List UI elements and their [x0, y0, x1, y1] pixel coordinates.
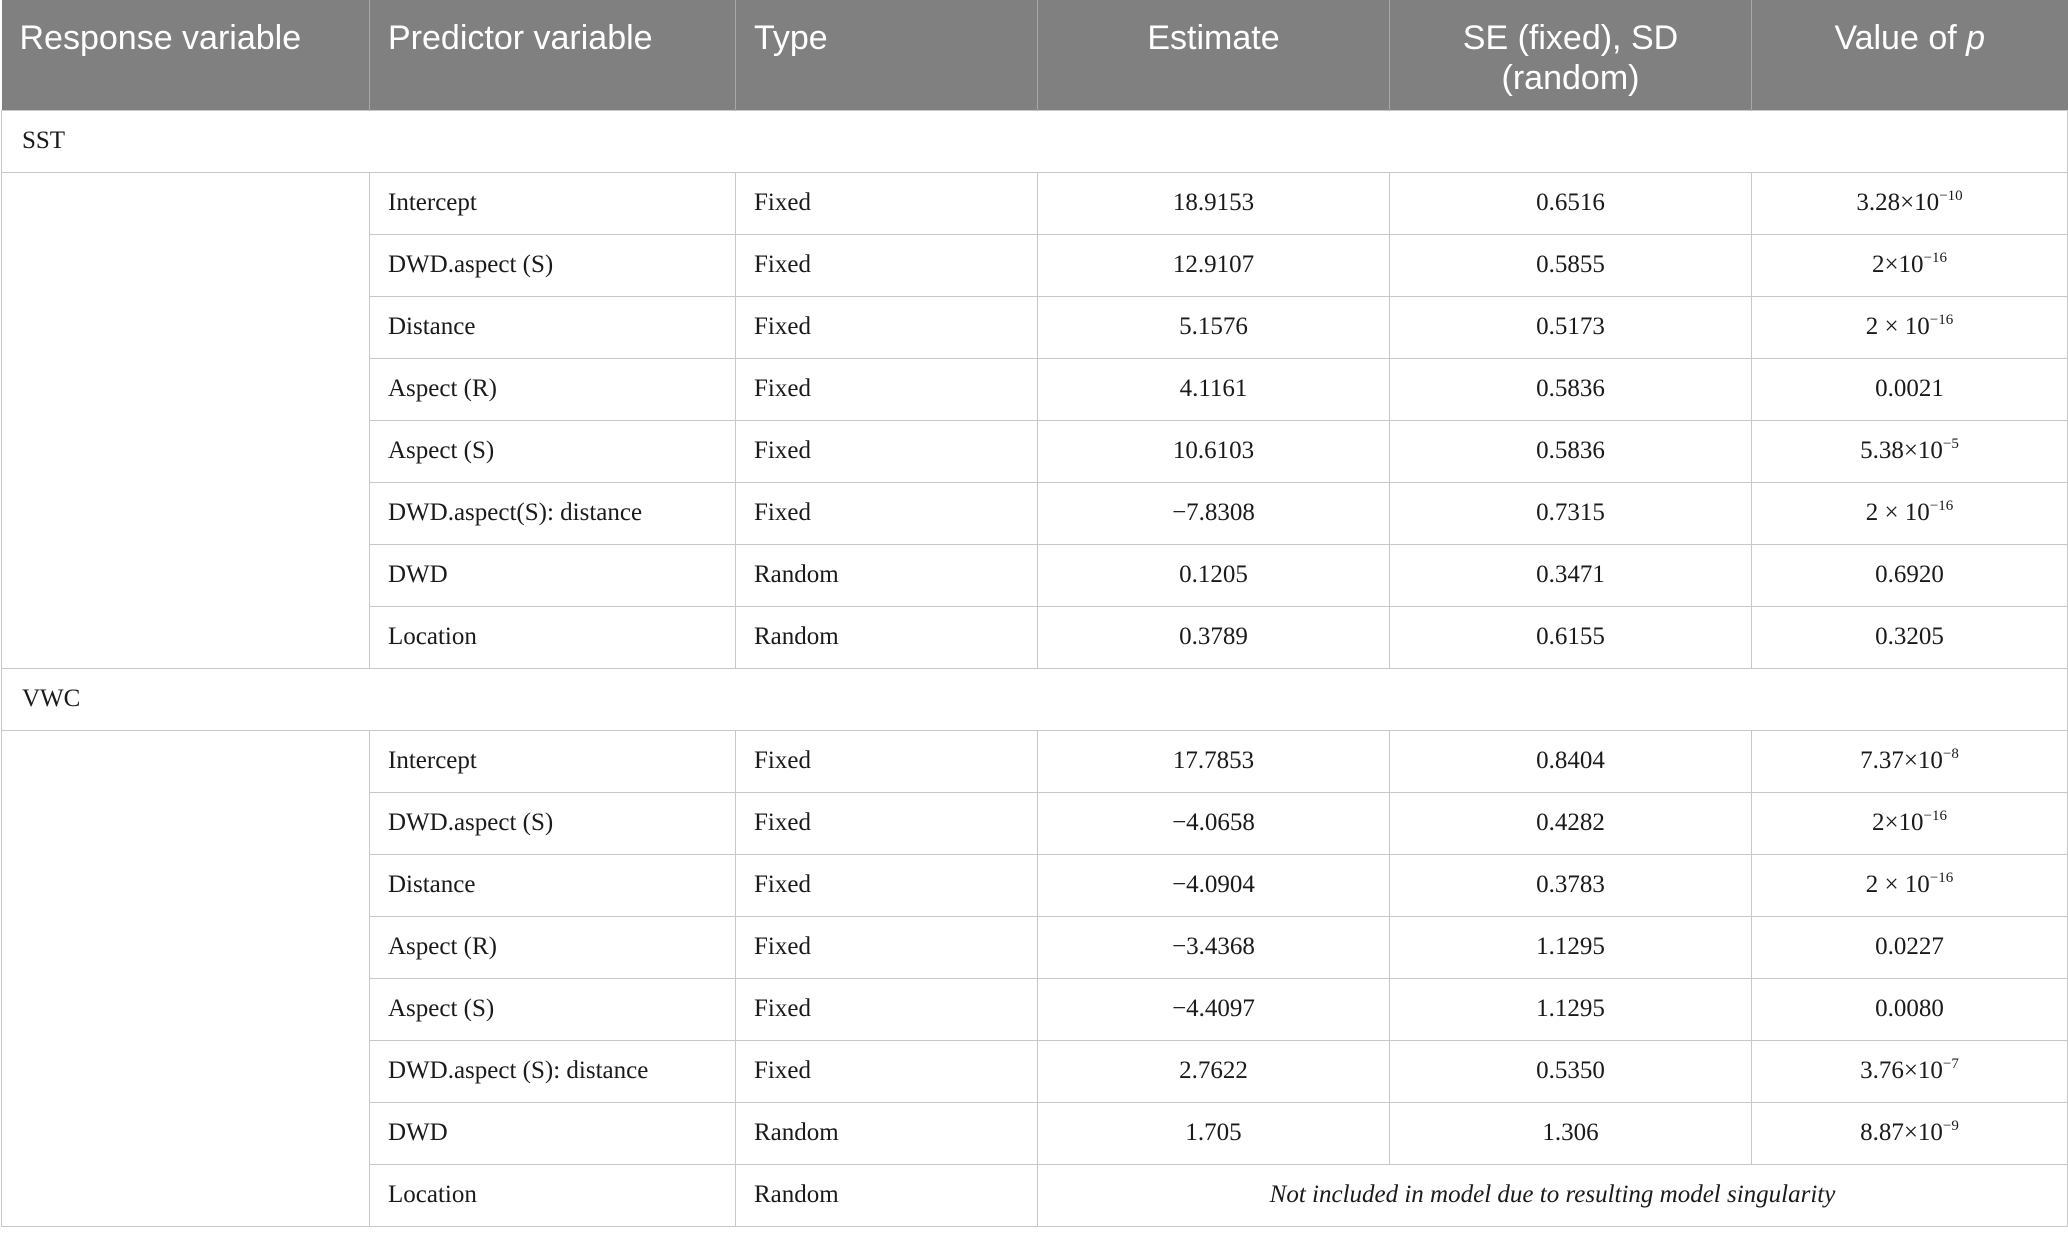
- header-estimate: Estimate: [1038, 0, 1390, 110]
- pvalue-cell: [1752, 172, 2068, 234]
- pvalue-base: 2 × 10: [1865, 313, 1930, 340]
- pvalue-cell: [1752, 234, 2068, 296]
- se-cell: 0.8404: [1390, 730, 1752, 792]
- predictor-cell: Location: [370, 1164, 736, 1226]
- se-cell: 0.7315: [1390, 482, 1752, 544]
- pvalue-base: 3.76×10: [1860, 1057, 1943, 1084]
- pvalue-base: 8.87×10: [1860, 1119, 1943, 1146]
- type-cell: Random: [736, 1164, 1038, 1226]
- pvalue-base: 0.0080: [1875, 995, 1944, 1022]
- header-pvalue-var: p: [1966, 19, 1986, 57]
- pvalue-base: 0.0227: [1875, 933, 1944, 960]
- se-cell: 0.6516: [1390, 172, 1752, 234]
- se-cell: 0.3783: [1390, 854, 1752, 916]
- se-cell: 0.5855: [1390, 234, 1752, 296]
- type-cell: Fixed: [736, 296, 1038, 358]
- type-cell: Fixed: [736, 854, 1038, 916]
- estimate-cell: −4.4097: [1038, 978, 1390, 1040]
- header-pvalue: [1752, 0, 2068, 110]
- header-row: [2, 0, 2068, 110]
- type-cell: Fixed: [736, 730, 1038, 792]
- se-cell: 0.5836: [1390, 420, 1752, 482]
- estimate-cell: 1.705: [1038, 1102, 1390, 1164]
- pvalue-exponent: −8: [1942, 746, 1959, 762]
- header-pvalue-prefix: Value of: [1834, 19, 1967, 57]
- predictor-cell: DWD.aspect (S): [370, 234, 736, 296]
- estimate-cell: 0.1205: [1038, 544, 1390, 606]
- response-cell-blank: [2, 172, 370, 668]
- predictor-cell: Intercept: [370, 172, 736, 234]
- pvalue-base: 3.28×10: [1856, 189, 1940, 216]
- pvalue-cell: [1752, 792, 2068, 854]
- predictor-cell: Intercept: [370, 730, 736, 792]
- type-cell: Fixed: [736, 978, 1038, 1040]
- model-note: Not included in model due to resulting model singularity: [1038, 1164, 2068, 1226]
- group-row: [2, 668, 2068, 730]
- predictor-cell: DWD.aspect(S): distance: [370, 482, 736, 544]
- estimate-cell: 4.1161: [1038, 358, 1390, 420]
- predictor-cell: DWD: [370, 1102, 736, 1164]
- pvalue-cell: [1752, 1102, 2068, 1164]
- type-cell: Fixed: [736, 916, 1038, 978]
- pvalue-exponent: −9: [1942, 1118, 1959, 1134]
- pvalue-exponent: −10: [1939, 188, 1963, 204]
- predictor-cell: Aspect (R): [370, 358, 736, 420]
- predictor-cell: Distance: [370, 296, 736, 358]
- se-cell: 0.5173: [1390, 296, 1752, 358]
- pvalue-base: 5.38×10: [1860, 437, 1943, 464]
- pvalue-exponent: −16: [1923, 250, 1948, 266]
- pvalue-cell: [1752, 358, 2068, 420]
- pvalue-exponent: −16: [1929, 498, 1954, 514]
- type-cell: Fixed: [736, 234, 1038, 296]
- predictor-cell: DWD.aspect (S): distance: [370, 1040, 736, 1102]
- type-cell: Random: [736, 544, 1038, 606]
- se-cell: 1.1295: [1390, 978, 1752, 1040]
- group-label: VWC: [2, 668, 2068, 730]
- header-response: Response variable: [2, 0, 370, 110]
- group-row: [2, 110, 2068, 172]
- se-cell: 1.306: [1390, 1102, 1752, 1164]
- se-cell: 0.4282: [1390, 792, 1752, 854]
- predictor-cell: Aspect (R): [370, 916, 736, 978]
- estimate-cell: 0.3789: [1038, 606, 1390, 668]
- pvalue-cell: [1752, 916, 2068, 978]
- table-row: [2, 172, 2068, 234]
- se-cell: 0.3471: [1390, 544, 1752, 606]
- pvalue-exponent: −7: [1942, 1056, 1959, 1072]
- pvalue-base: 2 × 10: [1865, 499, 1930, 526]
- results-table: [1, 0, 2068, 1227]
- predictor-cell: Location: [370, 606, 736, 668]
- predictor-cell: Aspect (S): [370, 420, 736, 482]
- estimate-cell: −3.4368: [1038, 916, 1390, 978]
- type-cell: Random: [736, 606, 1038, 668]
- se-cell: 0.6155: [1390, 606, 1752, 668]
- predictor-cell: Distance: [370, 854, 736, 916]
- predictor-cell: DWD: [370, 544, 736, 606]
- estimate-cell: 5.1576: [1038, 296, 1390, 358]
- pvalue-cell: [1752, 730, 2068, 792]
- estimate-cell: −4.0658: [1038, 792, 1390, 854]
- pvalue-cell: [1752, 544, 2068, 606]
- pvalue-exponent: −5: [1942, 436, 1959, 452]
- type-cell: Fixed: [736, 482, 1038, 544]
- se-cell: 0.5836: [1390, 358, 1752, 420]
- group-label: SST: [2, 110, 2068, 172]
- estimate-cell: 10.6103: [1038, 420, 1390, 482]
- estimate-cell: −7.8308: [1038, 482, 1390, 544]
- pvalue-cell: [1752, 978, 2068, 1040]
- type-cell: Fixed: [736, 172, 1038, 234]
- type-cell: Fixed: [736, 792, 1038, 854]
- pvalue-base: 0.3205: [1875, 623, 1944, 650]
- estimate-cell: 17.7853: [1038, 730, 1390, 792]
- type-cell: Fixed: [736, 420, 1038, 482]
- pvalue-exponent: −16: [1929, 870, 1954, 886]
- header-type: Type: [736, 0, 1038, 110]
- estimate-cell: 2.7622: [1038, 1040, 1390, 1102]
- pvalue-base: 2×10: [1871, 251, 1924, 278]
- estimate-cell: 12.9107: [1038, 234, 1390, 296]
- response-cell-blank: [2, 730, 370, 1226]
- pvalue-base: 7.37×10: [1860, 747, 1943, 774]
- type-cell: Fixed: [736, 358, 1038, 420]
- pvalue-base: 2×10: [1871, 809, 1924, 836]
- pvalue-cell: [1752, 420, 2068, 482]
- pvalue-cell: [1752, 854, 2068, 916]
- predictor-cell: Aspect (S): [370, 978, 736, 1040]
- pvalue-exponent: −16: [1929, 312, 1954, 328]
- estimate-cell: 18.9153: [1038, 172, 1390, 234]
- predictor-cell: DWD.aspect (S): [370, 792, 736, 854]
- table-row: [2, 730, 2068, 792]
- type-cell: Random: [736, 1102, 1038, 1164]
- pvalue-cell: [1752, 296, 2068, 358]
- pvalue-exponent: −16: [1923, 808, 1948, 824]
- type-cell: Fixed: [736, 1040, 1038, 1102]
- se-cell: 1.1295: [1390, 916, 1752, 978]
- pvalue-base: 0.6920: [1875, 561, 1944, 588]
- header-predictor: Predictor variable: [370, 0, 736, 110]
- estimate-cell: −4.0904: [1038, 854, 1390, 916]
- header-se: SE (fixed), SD (random): [1390, 0, 1752, 110]
- pvalue-base: 0.0021: [1875, 375, 1944, 402]
- pvalue-base: 2 × 10: [1865, 871, 1930, 898]
- pvalue-cell: [1752, 606, 2068, 668]
- pvalue-cell: [1752, 482, 2068, 544]
- pvalue-cell: [1752, 1040, 2068, 1102]
- se-cell: 0.5350: [1390, 1040, 1752, 1102]
